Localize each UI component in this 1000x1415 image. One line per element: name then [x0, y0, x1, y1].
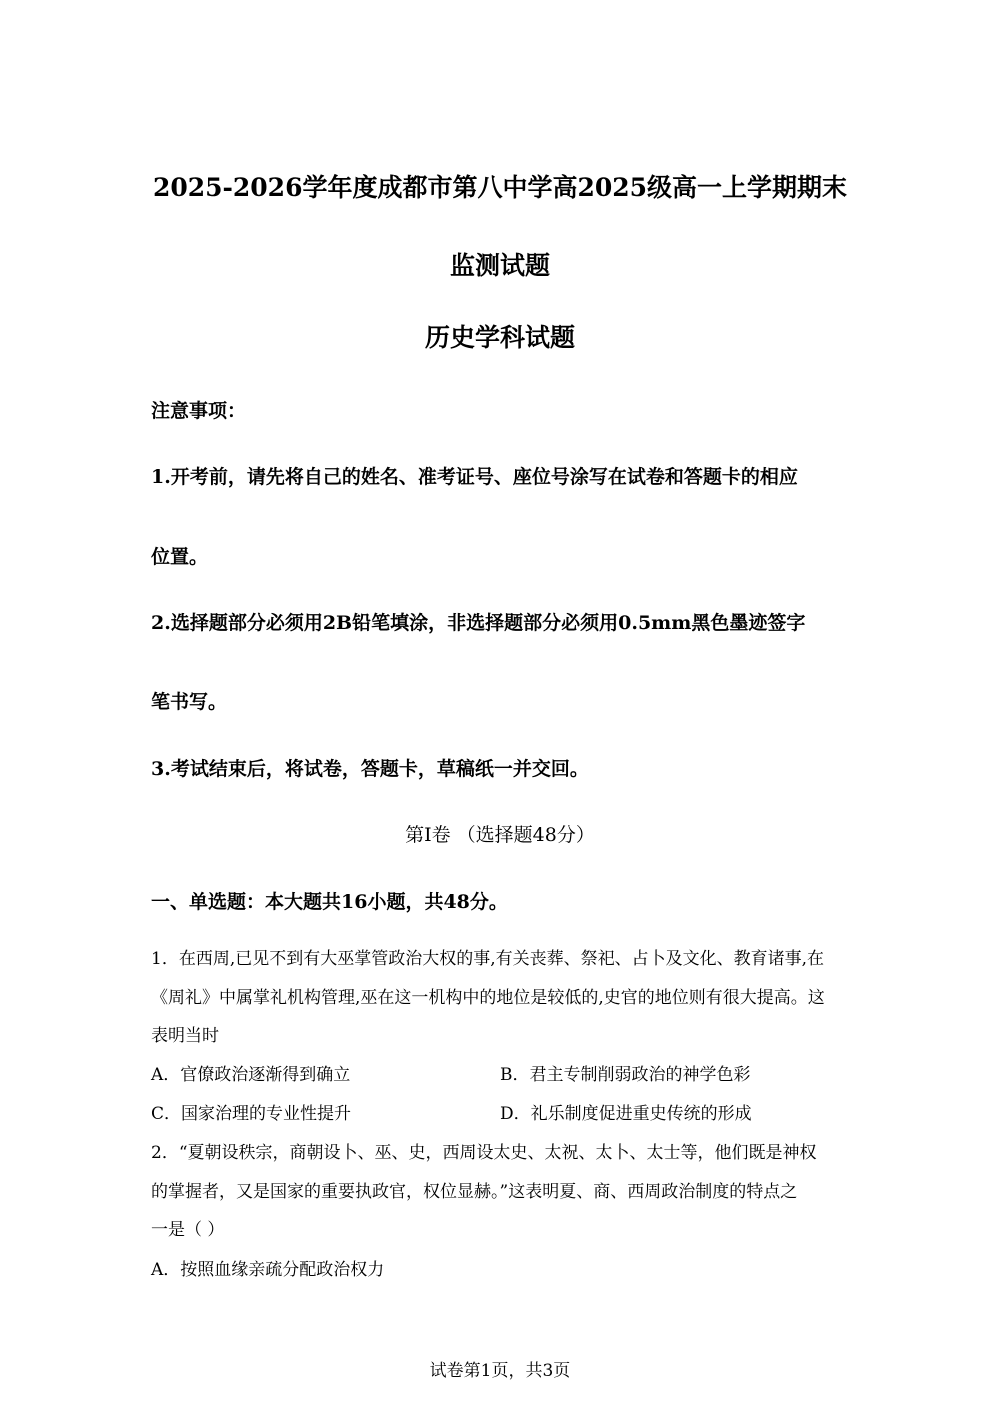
question-1-option-a: A．官僚政治逐渐得到确立	[151, 1065, 351, 1085]
question-2-line3: 一是（ ）	[151, 1220, 225, 1240]
question-1-line3: 表明当时	[151, 1026, 219, 1046]
question-1-option-b: B．君主专制削弱政治的神学色彩	[500, 1065, 751, 1085]
notice-heading: 注意事项：	[151, 400, 247, 422]
question-2-line1: 2．“夏朝设秩宗，商朝设卜、巫、史，西周设太史、太祝、太卜、太士等，他们既是神权	[151, 1143, 817, 1163]
question-2-line2: 的掌握者，又是国家的重要执政官，权位显赫。”这表明夏、商、西周政治制度的特点之	[151, 1182, 798, 1202]
section-heading: 一、单选题：本大题共16小题，共48分。	[151, 891, 508, 913]
notice-item1-line2: 位置。	[151, 546, 209, 568]
volume-label: 第Ⅰ卷 （选择题48分）	[405, 824, 595, 846]
notice-item2-line1: 2.选择题部分必须用2B铅笔填涂，非选择题部分必须用0.5mm黑色墨迹签字	[151, 612, 806, 634]
question-1-line1: 1．在西周,已见不到有大巫掌管政治大权的事,有关丧葬、祭祀、占卜及文化、教育诸事,在	[151, 949, 825, 969]
question-1-option-c: C．国家治理的专业性提升	[151, 1104, 352, 1124]
question-1-option-d: D．礼乐制度促进重史传统的形成	[500, 1104, 752, 1124]
notice-item1-line1: 1.开考前，请先将自己的姓名、准考证号、座位号涂写在试卷和答题卡的相应	[151, 466, 798, 488]
page-footer: 试卷第1页，共3页	[429, 1361, 571, 1381]
exam-title-line1: 2025-2026学年度成都市第八中学高2025级高一上学期期末	[152, 173, 848, 202]
exam-title-line2: 监测试题	[449, 251, 550, 280]
question-1-line2: 《周礼》中属掌礼机构管理,巫在这一机构中的地位是较低的,史官的地位则有很大提高。这	[151, 988, 825, 1008]
notice-item3: 3.考试结束后，将试卷，答题卡，草稿纸一并交回。	[151, 758, 589, 780]
question-2-option-a: A．按照血缘亲疏分配政治权力	[151, 1260, 385, 1280]
subject-title: 历史学科试题	[424, 323, 575, 352]
notice-item2-line2: 笔书写。	[151, 691, 228, 713]
